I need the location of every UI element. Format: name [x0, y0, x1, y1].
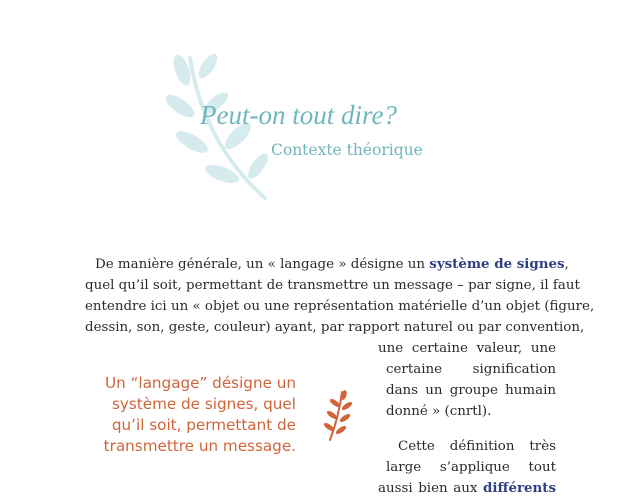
text-line: entendre ici un « objet ou une représentation matérielle d’un objet (figure, — [85, 299, 595, 314]
pull-quote-line: système de signes, quel — [111, 395, 296, 413]
page-title: Peut-on tout dire? — [200, 100, 397, 130]
pull-quote — [86, 373, 296, 457]
body-paragraph-column — [378, 338, 556, 422]
pull-quote-line: Un “langage” désigne un — [104, 374, 296, 392]
text-line: De manière générale, un « langage » désigne un système de signes, — [95, 256, 569, 272]
text-line: quel qu’il soit, permettant de transmettre un message – par signe, il faut — [85, 278, 580, 293]
pull-quote-line: qu’il soit, permettant de — [111, 416, 296, 434]
text-line: une certaine valeur, une — [378, 341, 556, 356]
highlight-term: différents — [483, 480, 556, 496]
text-line: Cette définition très — [398, 439, 556, 454]
body-paragraph — [85, 254, 595, 338]
second-paragraph — [378, 436, 556, 499]
text-line: dessin, son, geste, couleur) ayant, par rapport naturel ou par convention, — [85, 320, 585, 335]
text-line: large s’applique tout — [386, 460, 556, 475]
text-line: dans un groupe humain — [386, 383, 556, 398]
page-subtitle: Contexte théorique — [271, 141, 423, 159]
highlight-term: système de signes — [429, 256, 565, 272]
pull-quote-line: transmettre un message. — [103, 437, 296, 455]
text-line: certaine signification — [386, 362, 556, 377]
leaf-sprig-icon — [322, 388, 356, 444]
text-line: aussi bien aux différents — [378, 480, 556, 496]
text-line: donné » (cnrtl). — [386, 404, 492, 419]
